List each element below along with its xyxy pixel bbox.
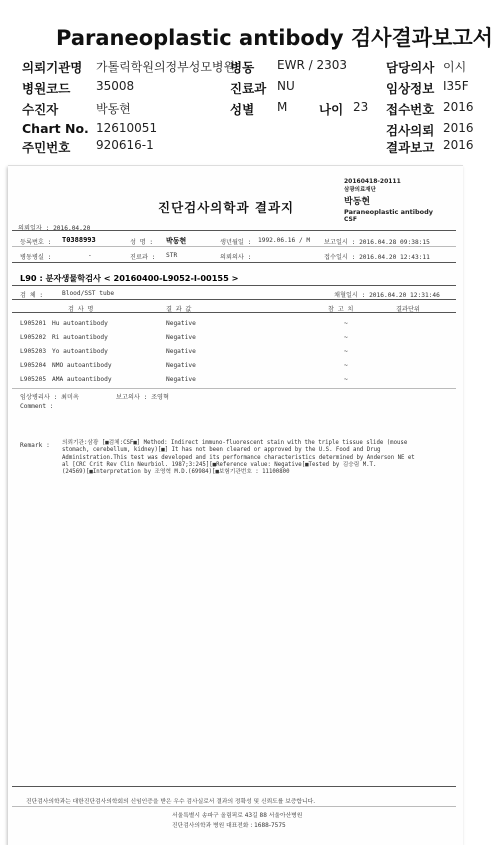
hospital-address: 서울특별시 송파구 올림픽로 43길 88 서울아산병원 xyxy=(172,813,303,819)
header-row-3 xyxy=(0,100,474,120)
row-test-name: Yo autoantibody xyxy=(52,348,108,355)
divider xyxy=(12,246,456,247)
divider xyxy=(12,262,456,263)
attending-doctor-value: 이시 xyxy=(443,60,467,74)
clinical-info-label: 임상정보 xyxy=(386,81,435,96)
row-code: L905203 xyxy=(20,348,47,355)
ward-label: 병동 xyxy=(230,60,255,75)
resident-number-label: 주민번호 xyxy=(22,140,71,155)
age-value: 23 xyxy=(353,100,369,114)
patient-name-label: 성 명 : xyxy=(130,239,154,246)
remark-text xyxy=(62,440,452,476)
divider xyxy=(12,806,456,807)
test-request-value: 2016 xyxy=(443,121,474,135)
test-request-label: 검사의뢰 xyxy=(386,123,435,138)
col-header-unit: 결과단위 xyxy=(396,306,420,313)
remark-line: stomach, cerebellum, kidney)[■] It has not been cleared or approved by the U.S. Food and Drug xyxy=(62,447,381,454)
dept-label: 진료과 : xyxy=(130,254,156,261)
row-reference: ~ xyxy=(344,334,348,341)
remark-line: 의뢰기관:삼광 [■검체:CSF■] Method: Indirect immuno-fluorescent stain with the triple tissue slide (mouse xyxy=(62,440,408,446)
row-test-name: Hu autoantibody xyxy=(52,320,108,327)
requesting-institution-label: 의뢰기관명 xyxy=(22,60,83,75)
row-code: L905201 xyxy=(20,320,47,327)
report-title: Paraneoplastic antibody 검사결과보고서 xyxy=(56,26,493,50)
requesting-doctor-label: 의뢰의사 : xyxy=(220,254,252,261)
divider xyxy=(12,285,456,286)
stamp-code: 20160418-20111 xyxy=(344,178,401,185)
dept-value: STR xyxy=(166,252,178,259)
receipt-number-value: 2016 xyxy=(443,100,474,114)
hospital-contact: 진단검사의학과 병원 대표전화 : 1688-7575 xyxy=(172,823,286,829)
resident-number-value: 920616-1 xyxy=(96,138,154,152)
report-datetime: 보고일시 : 2016.04.28 09:38:15 xyxy=(324,239,430,246)
request-date: 의뢰일자 : 2016.04.20 xyxy=(18,225,91,232)
row-reference: ~ xyxy=(344,320,348,327)
sheet-title: 진단검사의학과 결과지 xyxy=(158,200,295,215)
clinician: 임상병리사 : 최미옥 xyxy=(20,394,79,401)
col-header-result: 결 과 값 xyxy=(166,306,192,313)
row-reference: ~ xyxy=(344,348,348,355)
age-label: 나이 xyxy=(319,102,344,117)
attending-doctor-label: 담당의사 xyxy=(386,60,435,75)
patient-label: 수진자 xyxy=(22,102,59,117)
header-row-5 xyxy=(0,138,474,158)
hospital-code-value: 35008 xyxy=(96,79,135,93)
ward-room-label: 병동병실 : xyxy=(20,254,52,261)
department-value: NU xyxy=(277,79,295,93)
row-reference: ~ xyxy=(344,362,348,369)
header-row-2 xyxy=(0,79,469,99)
patient-value: 박동현 xyxy=(96,102,131,116)
chart-no-value: 12610051 xyxy=(96,121,158,135)
requesting-institution-value: 가톨릭학원의정부성모병원 xyxy=(96,60,236,74)
clinical-info-value: I35F xyxy=(443,79,469,93)
divider xyxy=(12,230,456,231)
sex-value: M xyxy=(277,100,288,114)
stamp-test-name: Paraneoplastic antibody xyxy=(344,208,434,216)
receipt-datetime: 접수일시 : 2016.04.20 12:43:11 xyxy=(324,254,430,261)
col-header-reference: 참 고 치 xyxy=(328,306,354,313)
divider xyxy=(12,299,456,300)
row-result: Negative xyxy=(166,334,196,341)
specimen-label: 검 체 : xyxy=(20,292,44,299)
result-report-value: 2016 xyxy=(443,138,474,152)
certification-disclaimer: 진단검사의학과는 대한진단검사의학회의 신임인증을 받은 우수 검사실로서 결과의 정확성 및 신뢰도를 보증합니다. xyxy=(26,799,316,805)
remark-label: Remark : xyxy=(20,442,50,449)
row-result: Negative xyxy=(166,348,196,355)
registration-number: T0388993 xyxy=(62,236,96,244)
sex-label: 성별 xyxy=(230,102,255,117)
stamp-specimen: CSF xyxy=(344,216,357,223)
row-test-name: Ri autoantibody xyxy=(52,334,108,341)
chart-no-label: Chart No. xyxy=(22,121,89,136)
section-title: L90 : 분자생물학검사 < 20160400-L9052-I-00155 > xyxy=(20,273,239,283)
stamp-institute: 삼광의료재단 xyxy=(344,187,376,193)
reporting-doctor: 보고의사 : 조영혁 xyxy=(116,394,170,401)
registration-label: 등록번호 : xyxy=(20,239,52,246)
department-label: 진료과 xyxy=(230,81,267,96)
row-result: Negative xyxy=(166,320,196,327)
ward-room-value: - xyxy=(88,252,92,259)
header-row-1 xyxy=(0,58,467,78)
divider xyxy=(12,312,456,313)
comment-label: Comment : xyxy=(20,403,54,410)
remark-line: al [CRC Crit Rev Clin Neurbiol. 1987;3:245][■Reference value: Negative[■Tested by 김승림 M.T. xyxy=(62,461,377,468)
remark-line: Administration.This test was developed and its performance characteristics determined by Anderson NE et xyxy=(62,454,415,461)
hospital-code-label: 병원코드 xyxy=(22,81,71,96)
ward-value: EWR / 2303 xyxy=(277,58,347,72)
report-header xyxy=(0,0,493,165)
remark-line: (24569)[■Interpretation by 조영혁 M.D.(69984)[■보험기관번호 : 11100800 xyxy=(62,469,290,476)
row-code: L905202 xyxy=(20,334,47,341)
dob-value: 1992.06.16 / M xyxy=(258,237,311,244)
patient-name: 박동현 xyxy=(166,237,187,245)
row-code: L905205 xyxy=(20,376,47,383)
row-result: Negative xyxy=(166,376,196,383)
stamp-patient-name: 박동현 xyxy=(344,197,371,207)
specimen-value: Blood/SST tube xyxy=(62,290,115,297)
row-test-name: AMA autoantibody xyxy=(52,376,112,383)
divider xyxy=(12,388,456,389)
row-reference: ~ xyxy=(344,376,348,383)
collection-datetime: 채혈일시 : 2016.04.20 12:31:46 xyxy=(334,292,440,299)
row-test-name: NMO autoantibody xyxy=(52,362,112,369)
receipt-number-label: 접수번호 xyxy=(386,102,435,117)
col-header-test-name: 검 사 명 xyxy=(68,306,94,313)
divider xyxy=(12,786,456,787)
lab-result-sheet xyxy=(8,165,463,845)
dob-label: 생년월일 : xyxy=(220,239,252,246)
row-code: L905204 xyxy=(20,362,47,369)
row-result: Negative xyxy=(166,362,196,369)
result-report-label: 결과보고 xyxy=(386,140,435,155)
